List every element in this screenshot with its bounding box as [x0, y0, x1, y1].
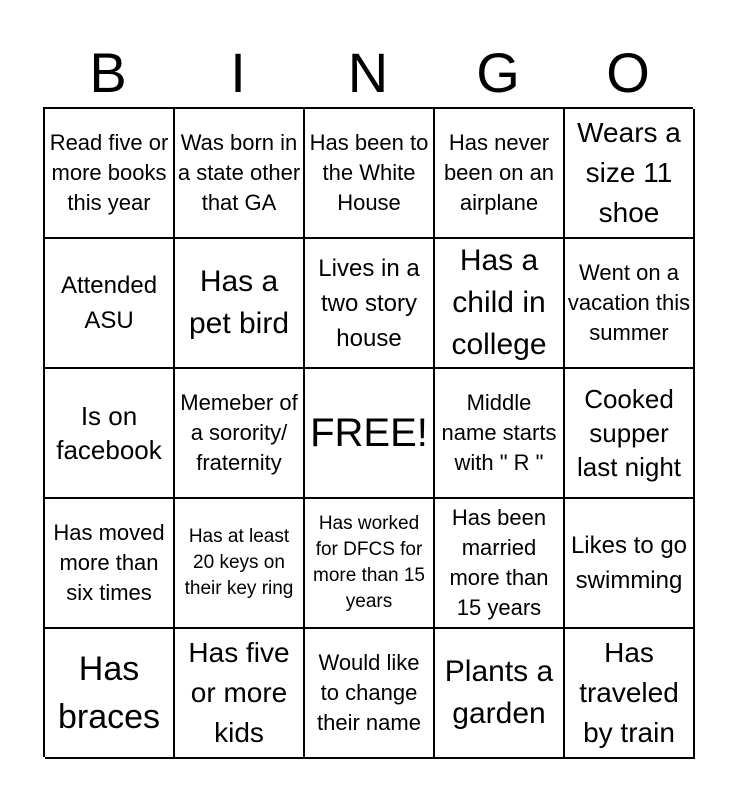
bingo-cell[interactable]	[45, 109, 175, 239]
bingo-cell[interactable]	[305, 239, 435, 369]
bingo-cell[interactable]	[45, 369, 175, 499]
bingo-cell[interactable]	[45, 629, 175, 759]
bingo-cell[interactable]	[305, 629, 435, 759]
bingo-cell[interactable]	[45, 499, 175, 629]
bingo-cell[interactable]	[175, 239, 305, 369]
bingo-cell[interactable]	[175, 369, 305, 499]
cell-text: Has traveled by train	[579, 637, 679, 748]
cell-text: Likes to go swimming	[570, 532, 688, 594]
bingo-cell[interactable]	[175, 109, 305, 239]
bingo-cell[interactable]	[175, 629, 305, 759]
header-letter-o: O	[606, 41, 650, 104]
cell-text: Memeber of a sorority/ fraternity	[180, 390, 298, 475]
cell-text: Went on a vacation this summer	[567, 260, 691, 345]
cell-text: Is on facebook	[56, 401, 162, 465]
cell-text: Has moved more than six times	[53, 520, 165, 605]
cell-text: Middle name starts with " R "	[441, 390, 557, 475]
cell-text: Has a child in college	[451, 244, 547, 361]
cell-text: Has braces	[57, 650, 161, 736]
cell-text: Lives in a two story house	[318, 254, 420, 352]
bingo-cell[interactable]	[435, 239, 565, 369]
bingo-grid	[43, 107, 693, 757]
bingo-header	[43, 40, 693, 106]
cell-text: Was born in a state other that GA	[177, 130, 301, 215]
bingo-cell[interactable]	[435, 629, 565, 759]
bingo-cell[interactable]	[175, 499, 305, 629]
header-letter-b: B	[89, 41, 127, 104]
cell-text: Has never been on an airplane	[443, 130, 555, 215]
cell-text: Cooked supper last night	[576, 384, 682, 482]
bingo-cell[interactable]	[435, 499, 565, 629]
bingo-cell[interactable]	[435, 369, 565, 499]
cell-text: Wears a size 11 shoe	[577, 117, 681, 228]
cell-text: Read five or more books this year	[49, 130, 169, 215]
bingo-cell[interactable]	[565, 499, 695, 629]
free-space-cell[interactable]	[305, 369, 435, 499]
bingo-cell[interactable]	[305, 499, 435, 629]
bingo-cell[interactable]	[435, 109, 565, 239]
cell-text: Has at least 20 keys on their key ring	[184, 526, 294, 599]
free-space-text: FREE!	[310, 411, 428, 455]
cell-text: Has been to the White House	[309, 130, 429, 215]
header-letter-i: I	[230, 41, 246, 104]
cell-text: Has been married more than 15 years	[449, 505, 549, 620]
cell-text: Would like to change their name	[317, 650, 421, 735]
bingo-cell[interactable]	[565, 239, 695, 369]
bingo-cell[interactable]	[305, 109, 435, 239]
cell-text: Has worked for DFCS for more than 15 years	[313, 513, 425, 612]
header-letter-n: N	[347, 41, 389, 104]
cell-text: Attended ASU	[60, 272, 158, 334]
header-letter-g: G	[476, 41, 520, 104]
bingo-cell[interactable]	[565, 629, 695, 759]
cell-text: Has five or more kids	[188, 637, 290, 748]
cell-text: Has a pet bird	[188, 265, 290, 340]
bingo-cell[interactable]	[45, 239, 175, 369]
cell-text: Plants a garden	[444, 655, 554, 730]
bingo-cell[interactable]	[565, 109, 695, 239]
bingo-cell[interactable]	[565, 369, 695, 499]
